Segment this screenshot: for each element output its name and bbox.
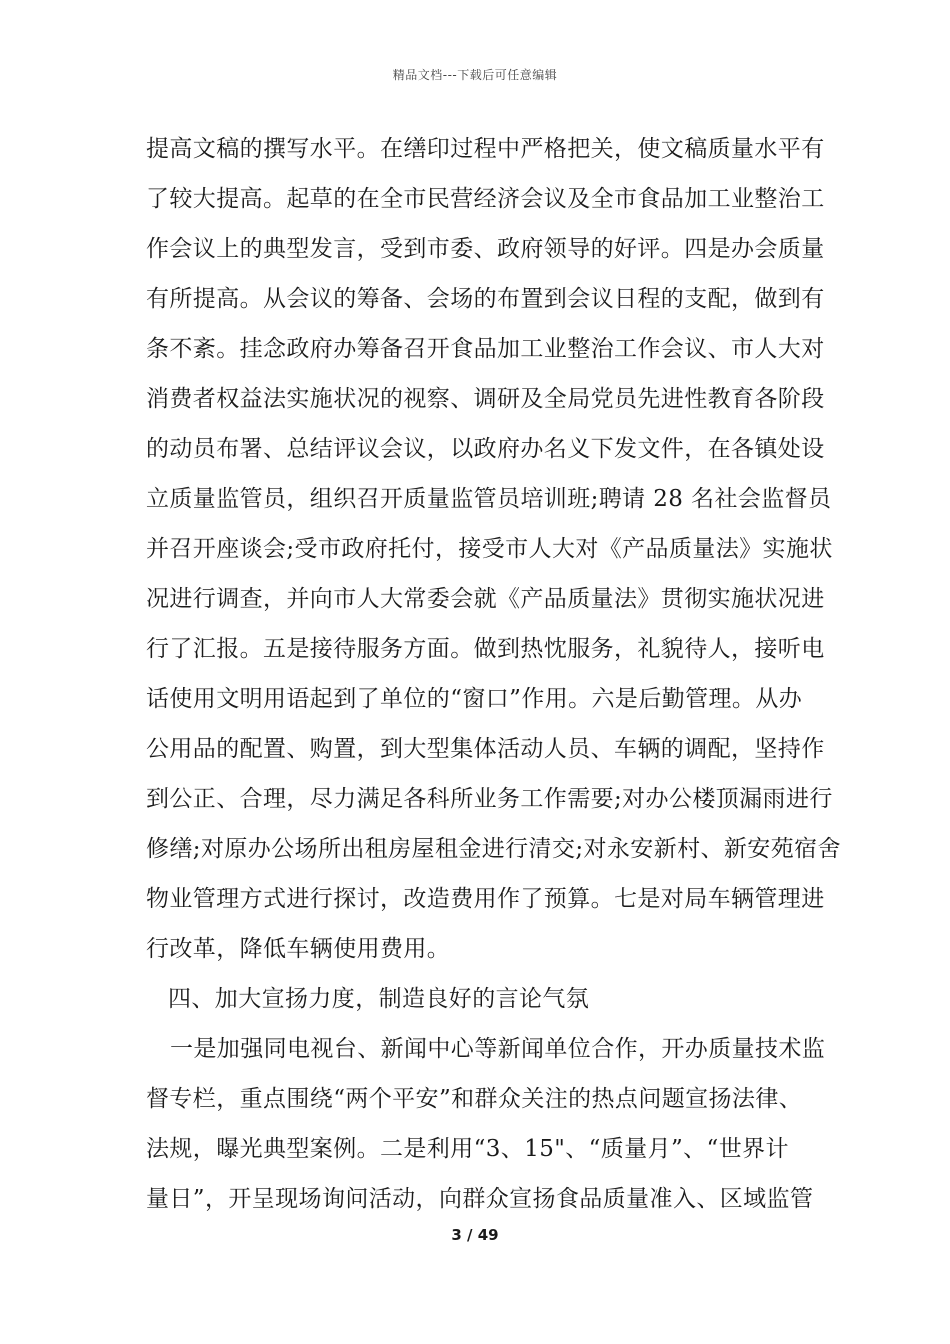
- page-header: 精品文档---下载后可任意编辑: [392, 68, 558, 82]
- paragraph-line: 法规，曝光典型案例。二是利用“3、15"、“质量月”、“世界计: [146, 1136, 789, 1162]
- section-heading: 四、加大宣扬力度，制造良好的言论气氛: [168, 986, 590, 1012]
- paragraph-line: 公用品的配置、购置，到大型集体活动人员、车辆的调配，坚持作: [146, 736, 825, 762]
- paragraph-line: 了较大提高。起草的在全市民营经济会议及全市食品加工业整治工: [146, 186, 825, 212]
- paragraph-line: 并召开座谈会;受市政府托付，接受市人大对《产品质量法》实施状: [146, 536, 833, 562]
- paragraph-line: 条不紊。挂念政府办筹备召开食品加工业整治工作会议、市人大对: [146, 336, 825, 362]
- document-body: [146, 124, 841, 1224]
- paragraph-line: 的动员布署、总结评议会议，以政府办名义下发文件，在各镇处设: [146, 436, 825, 462]
- paragraph-line: 作会议上的典型发言，受到市委、政府领导的好评。四是办会质量: [146, 236, 825, 262]
- paragraph-line: 立质量监管员，组织召开质量监管员培训班;聘请 28 名社会监督员: [146, 486, 832, 512]
- paragraph-line: 一是加强同电视台、新闻中心等新闻单位合作，开办质量技术监: [170, 1036, 826, 1062]
- paragraph-line: 修缮;对原办公场所出租房屋租金进行清交;对永安新村、新安苑宿舍: [146, 836, 841, 862]
- paragraph-line: 行改革，降低车辆使用费用。: [146, 936, 451, 962]
- paragraph-line: 况进行调查，并向市人大常委会就《产品质量法》贯彻实施状况进: [146, 586, 825, 612]
- paragraph-line: 量日”，开呈现场询问活动，向群众宣扬食品质量准入、区域监管: [146, 1186, 814, 1212]
- paragraph-line: 消费者权益法实施状况的视察、调研及全局党员先进性教育各阶段: [146, 386, 825, 412]
- paragraph-line: 到公正、合理，尽力满足各科所业务工作需要;对办公楼顶漏雨进行: [146, 786, 833, 812]
- paragraph-line: 督专栏，重点围绕“两个平安”和群众关注的热点问题宣扬法律、: [146, 1086, 803, 1112]
- paragraph-line: 提高文稿的撰写水平。在缮印过程中严格把关，使文稿质量水平有: [146, 136, 825, 162]
- paragraph-line: 行了汇报。五是接待服务方面。做到热忱服务，礼貌待人，接听电: [146, 636, 825, 662]
- paragraph-line: 话使用文明用语起到了单位的“窗口”作用。六是后勤管理。从办: [146, 686, 803, 712]
- paragraph-line: 有所提高。从会议的筹备、会场的布置到会议日程的支配，做到有: [146, 286, 825, 312]
- page-number: 3 / 49: [451, 1226, 499, 1244]
- paragraph-line: 物业管理方式进行探讨，改造费用作了预算。七是对局车辆管理进: [146, 886, 825, 912]
